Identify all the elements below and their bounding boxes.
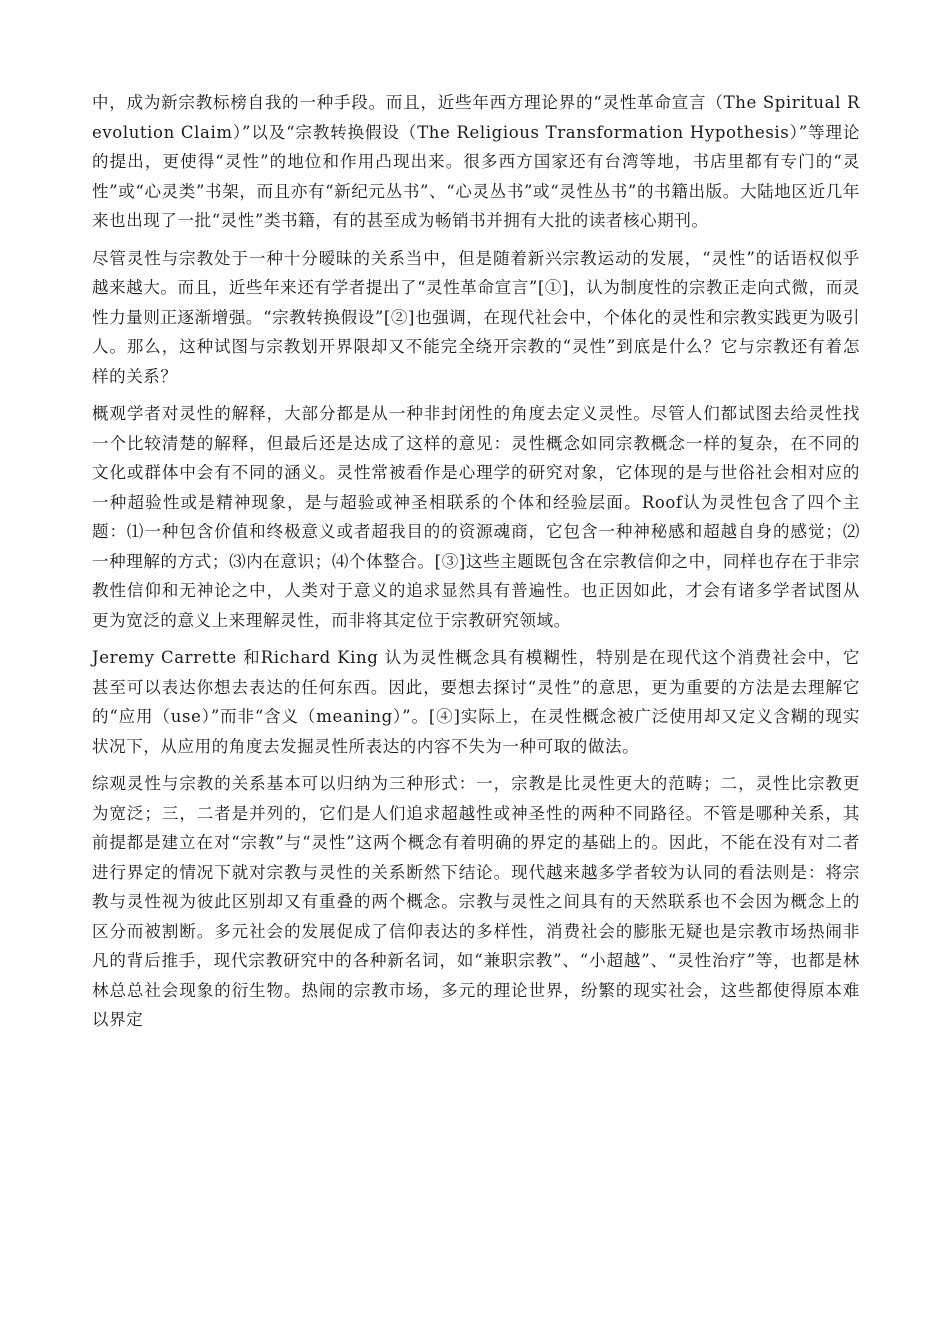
paragraph-5: 综观灵性与宗教的关系基本可以归纳为三种形式：一，宗教是比灵性更大的范畴；二，灵性比宗教更为宽泛；三，二者是并列的，它们是人们追求超越性或神圣性的两种不同路径。不管是哪种关系，其前提都是建立在对“宗教”与“灵性”这两个概念有着明确的界定的基础上的。因此，不能在没有对二者进行界定的情况下就对宗教与灵性的关系断然下结论。现代越来越多学者较为认同的看法则是：将宗教与灵性视为彼此区别却又有重叠的两个概念。宗教与灵性之间具有的天然联系也不会因为概念上的区分而被割断。多元社会的发展促成了信仰表达的多样性，消费社会的膨胀无疑也是宗教市场热闹非凡的背后推手，现代宗教研究中的各种新名词，如“兼职宗教”、“小超越”、“灵性治疗”等，也都是林林总总社会现象的衍生物。热闹的宗教市场，多元的理论世界，纷繁的现实社会，这些都使得原本难以界定	[92, 774, 860, 1029]
paragraph-3: 概观学者对灵性的解释，大部分都是从一种非封闭性的角度去定义灵性。尽管人们都试图去给灵性找一个比较清楚的解释，但最后还是达成了这样的意见：灵性概念如同宗教概念一样的复杂，在不同的文化或群体中会有不同的涵义。灵性常被看作是心理学的研究对象，它体现的是与世俗社会相对应的一种超验性或是精神现象，是与超验或神圣相联系的个体和经验层面。Roof认为灵性包含了四个主题：⑴一种包含价值和终极意义或者超我目的的资源魂商，它包含一种神秘感和超越自身的感觉；⑵一种理解的方式；⑶内在意识；⑷个体整合。[③]这些主题既包含在宗教信仰之中，同样也存在于非宗教性信仰和无神论之中，人类对于意义的追求显然具有普遍性。也正因如此，才会有诸多学者试图从更为宽泛的意义上来理解灵性，而非将其定位于宗教研究领域。	[92, 404, 860, 630]
paragraph-4: Jeremy Carrette 和Richard King 认为灵性概念具有模糊性，特别是在现代这个消费社会中，它甚至可以表达你想去表达的任何东西。因此，要想去探讨“灵性”的意思，更为重要的方法是去理解它的“应用（use）”而非“含义（meaning）”。[④]实际上，在灵性概念被广泛使用却又定义含糊的现实状况下，从应用的角度去发掘灵性所表达的内容不失为一种可取的做法。	[92, 648, 860, 756]
document-page	[92, 88, 860, 1043]
paragraph-1: 中，成为新宗教标榜自我的一种手段。而且，近些年西方理论界的“灵性革命宣言（The Spiritual Revolution Claim）”以及“宗教转换假设（The Religious Transformation Hypothesis）”等理论的提出，更使得“灵性”的地位和作用凸现出来。很多西方国家还有台湾等地，书店里都有专门的“灵性”或“心灵类”书架，而且亦有“新纪元丛书”、“心灵丛书”或“灵性丛书”的书籍出版。大陆地区近几年来也出现了一批“灵性”类书籍，有的甚至成为畅销书并拥有大批的读者核心期刊。	[92, 93, 860, 230]
paragraph-2: 尽管灵性与宗教处于一种十分暧昧的关系当中，但是随着新兴宗教运动的发展，“灵性”的话语权似乎越来越大。而且，近些年来还有学者提出了“灵性革命宣言”[①]，认为制度性的宗教正走向式微，而灵性力量则正逐渐增强。“宗教转换假设”[②]也强调，在现代社会中，个体化的灵性和宗教实践更为吸引人。那么，这种试图与宗教划开界限却又不能完全绕开宗教的“灵性”到底是什么？它与宗教还有着怎样的关系？	[92, 248, 860, 386]
